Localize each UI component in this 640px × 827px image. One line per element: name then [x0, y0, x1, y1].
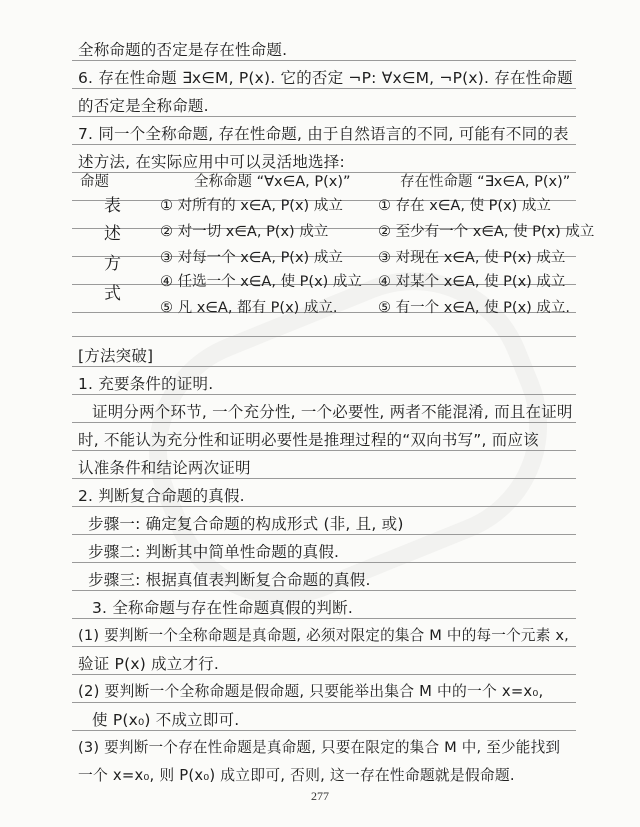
text-line: 的否定是全称命题.	[78, 97, 209, 115]
text-line: 一个 x=x₀, 则 P(x₀) 成立即可, 否则, 这一存在性命题就是假命题.	[78, 767, 515, 784]
text-line: 述方法, 在实际应用中可以灵活地选择:	[78, 153, 345, 171]
table-cell-left: ② 对一切 x∈A, P(x) 成立	[160, 224, 329, 240]
table-cell-right: ④ 对某个 x∈A, 使 P(x) 成立	[378, 274, 566, 290]
text-line: 验证 P(x) 成立才行.	[78, 655, 219, 673]
ruled-line	[72, 144, 576, 145]
table-cell-right: ⑤ 有一个 x∈A, 使 P(x) 成立.	[378, 300, 571, 316]
side-label-char: 式	[104, 284, 121, 304]
text-line: 1. 充要条件的证明.	[78, 375, 214, 393]
text-line: 全称命题的否定是存在性命题.	[78, 41, 288, 59]
table-cell-left: ① 对所有的 x∈A, P(x) 成立	[160, 198, 343, 214]
ruled-line	[72, 60, 576, 61]
table-row-header: 命题	[80, 174, 109, 190]
text-line: 认准条件和结论两次证明	[78, 459, 251, 477]
ruled-line	[72, 534, 576, 535]
text-line: 3. 全称命题与存在性命题真假的判断.	[92, 599, 353, 617]
text-line: (1) 要判断一个全称命题是真命题, 必须对限定的集合 M 中的每一个元素 x,	[78, 627, 569, 644]
text-line: 时, 不能认为充分性和证明必要性是推理过程的“双向书写”, 而应该	[78, 431, 539, 449]
table-cell-left: ⑤ 凡 x∈A, 都有 P(x) 成立.	[160, 300, 338, 316]
side-label-char: 表	[104, 196, 121, 216]
table-col1-header: 全称命题 “∀x∈A, P(x)”	[194, 174, 351, 190]
ruled-line	[72, 478, 576, 479]
ruled-line	[72, 562, 576, 563]
ruled-line	[72, 730, 576, 731]
table-cell-right: ③ 对现在 x∈A, 使 P(x) 成立	[378, 250, 566, 266]
ruled-line	[72, 674, 576, 675]
side-label-char: 方	[104, 254, 121, 274]
table-col2-header: 存在性命题 “∃x∈A, P(x)”	[400, 174, 571, 190]
text-line: 7. 同一个全称命题, 存在性命题, 由于自然语言的不同, 可能有不同的表	[78, 125, 569, 143]
text-line: 2. 判断复合命题的真假.	[78, 487, 245, 505]
ruled-line	[72, 506, 576, 507]
table-cell-left: ③ 对每一个 x∈A, P(x) 成立	[160, 250, 343, 266]
text-line: 使 P(x₀) 不成立即可.	[92, 711, 240, 729]
ruled-line	[72, 366, 576, 367]
text-line: 步骤一: 确定复合命题的构成形式 (非, 且, 或)	[88, 515, 404, 533]
text-line: 6. 存在性命题 ∃x∈M, P(x). 它的否定 ¬P: ∀x∈M, ¬P(x). 存在性命题	[78, 69, 573, 87]
ruled-line	[72, 590, 576, 591]
ruled-line	[72, 618, 576, 619]
ruled-line	[72, 702, 576, 703]
ruled-line	[72, 422, 576, 423]
text-line: (2) 要判断一个全称命题是假命题, 只要能举出集合 M 中的一个 x=x₀,	[78, 683, 544, 700]
table-cell-right: ② 至少有一个 x∈A, 使 P(x) 成立	[378, 224, 595, 240]
ruled-line	[72, 394, 576, 395]
text-line: (3) 要判断一个存在性命题是真命题, 只要在限定的集合 M 中, 至少能找到	[78, 739, 561, 756]
text-line: 步骤二: 判断其中简单性命题的真假.	[88, 543, 340, 561]
section-heading: [方法突破]	[78, 347, 154, 365]
table-cell-left: ④ 任选一个 x∈A, 使 P(x) 成立	[160, 274, 362, 290]
ruled-line	[72, 646, 576, 647]
ruled-line	[72, 450, 576, 451]
ruled-line	[72, 88, 576, 89]
ruled-line	[72, 336, 576, 337]
side-label-char: 述	[104, 224, 121, 244]
table-cell-right: ① 存在 x∈A, 使 P(x) 成立	[378, 198, 551, 214]
ruled-line	[72, 116, 576, 117]
text-line: 步骤三: 根据真值表判断复合命题的真假.	[88, 571, 371, 589]
page-number: 277	[311, 789, 329, 803]
text-line: 证明分两个环节, 一个充分性, 一个必要性, 两者不能混淆, 而且在证明	[92, 403, 573, 421]
